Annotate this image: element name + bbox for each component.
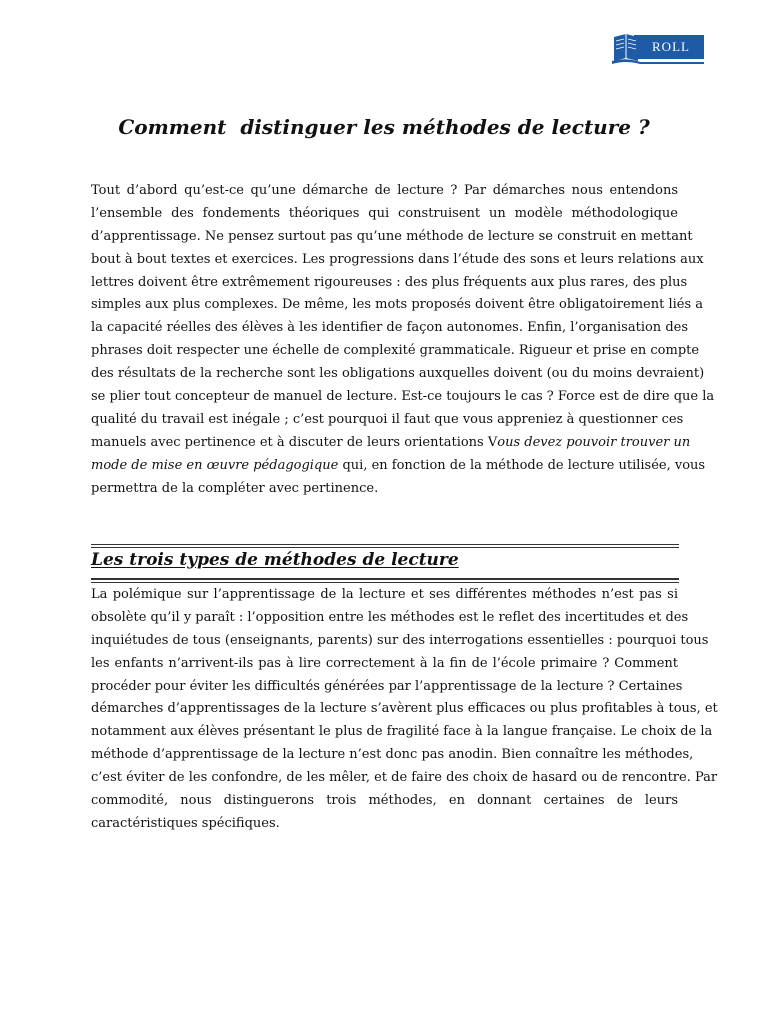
document-title: Comment distinguer les méthodes de lecture ?: [118, 115, 650, 139]
section-header: [91, 544, 679, 584]
italic-text: ous devez pouvoir trouver un: [497, 434, 691, 450]
paragraph-line: lettres doivent être extrêmement rigoureuses : des plus fréquents aux plus rares, des plus: [91, 274, 688, 290]
intro-paragraph: [91, 180, 715, 500]
section-paragraph: [91, 584, 718, 836]
logo-text: ROLL: [652, 39, 690, 54]
paragraph-line: commodité, nous distinguerons trois méthodes, en donnant certaines de leurs: [91, 793, 678, 809]
paragraph-line: se plier tout concepteur de manuel de lecture. Est-ce toujours le cas ? Force est de dire que la: [91, 389, 715, 405]
paragraph-line: caractéristiques spécifiques.: [91, 815, 280, 831]
paragraph-line: la capacité réelles des élèves à les identifier de façon autonomes. Enfin, l’organisation des: [91, 320, 689, 336]
paragraph-line: bout à bout textes et exercices. Les progressions dans l’étude des sons et leurs relations aux: [91, 251, 704, 267]
paragraph-line: qualité du travail est inégale ; c’est pourquoi il faut que vous appreniez à questionner ces: [91, 411, 684, 427]
paragraph-line: permettra de la compléter avec pertinence.: [91, 480, 379, 496]
paragraph-line: La polémique sur l’apprentissage de la lecture et ses différentes méthodes n’est pas si: [91, 587, 678, 602]
plain-text: qui, en fonction de la méthode de lecture utilisée, vous: [338, 457, 706, 473]
paragraph-line: méthode d’apprentissage de la lecture n’est donc pas anodin. Bien connaître les méthodes,: [91, 747, 694, 763]
italic-text: mode de mise en œuvre pédagogique: [91, 457, 339, 473]
paragraph-line: simples aux plus complexes. De même, les mots proposés doivent être obligatoirement liés a: [91, 297, 704, 313]
roll-logo: [612, 33, 704, 65]
paragraph-line: l’ensemble des fondements théoriques qui construisent un modèle méthodologique: [91, 205, 678, 221]
paragraph-line: phrases doit respecter une échelle de complexité grammaticale. Rigueur et prise en compte: [91, 343, 700, 359]
paragraph-line: démarches d’apprentissages de la lecture s’avèrent plus efficaces ou plus profitables à tous, et: [91, 701, 718, 717]
paragraph-line: d’apprentissage. Ne pensez surtout pas qu’une méthode de lecture se construit en mettant: [91, 228, 693, 244]
paragraph-line: [91, 432, 691, 455]
paragraph-line: notamment aux élèves présentant le plus de fragilité face à la langue française. Le choix de la: [91, 724, 713, 740]
paragraph-line: procéder pour éviter les difficultés générées par l’apprentissage de la lecture ? Certaines: [91, 678, 683, 694]
plain-text: manuels avec pertinence et à discuter de leurs orientations V: [91, 434, 498, 450]
paragraph-line: c’est éviter de les confondre, de les mêler, et de faire des choix de hasard ou de rencontre. Par: [91, 770, 718, 786]
rule-line: [91, 578, 679, 580]
paragraph-line: des résultats de la recherche sont les obligations auxquelles doivent (ou du moins devraient): [91, 366, 705, 382]
paragraph-line: les enfants n’arrivent-ils pas à lire correctement à la fin de l’école primaire ? Comment: [91, 655, 678, 671]
paragraph-line: obsolète qu’il y paraît : l’opposition entre les méthodes est le reflet des incertitudes et des: [91, 609, 689, 625]
paragraph-line: Tout d’abord qu’est-ce qu’une démarche de lecture ? Par démarches nous entendons: [91, 183, 678, 198]
rule-line: [91, 544, 679, 545]
paragraph-line: inquiétudes de tous (enseignants, parents) sur des interrogations essentielles : pourquoi tous: [91, 632, 709, 648]
paragraph-line: [91, 455, 706, 478]
section-heading: Les trois types de méthodes de lecture: [91, 550, 459, 570]
rule-line: [91, 582, 679, 583]
